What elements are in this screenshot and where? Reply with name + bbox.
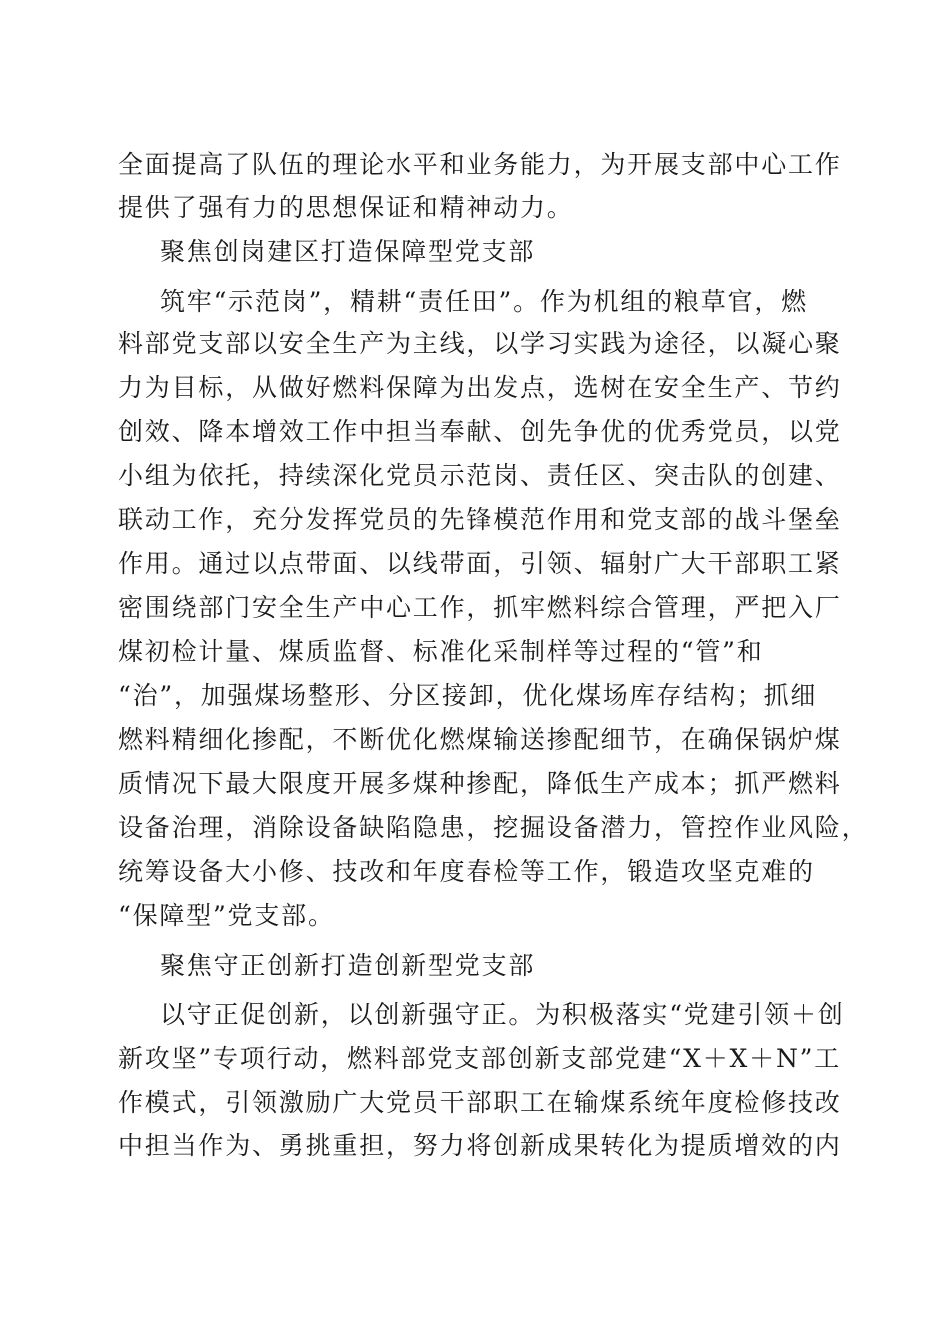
body-text-line: 统筹设备大小修、技改和年度春检等工作，锻造攻坚克难的	[118, 857, 815, 886]
body-text-line: 新攻坚”专项行动，燃料部党支部创新支部党建“X＋X＋N”工	[118, 1044, 842, 1073]
body-text-line: 燃料精细化掺配，不断优化燃煤输送掺配细节，在确保锅炉煤	[118, 725, 842, 754]
body-text-line: “保障型”党支部。	[118, 901, 335, 930]
body-text-line: 小组为依托，持续深化党员示范岗、责任区、突击队的创建、	[118, 461, 842, 490]
body-text-line: 创效、降本增效工作中担当奉献、创先争优的优秀党员，以党	[118, 417, 842, 446]
body-text-line: 密围绕部门安全生产中心工作，抓牢燃料综合管理，严把入厂	[118, 593, 842, 622]
body-text-line: 中担当作为、勇挑重担，努力将创新成果转化为提质增效的内	[118, 1131, 842, 1160]
body-text-line: 设备治理，消除设备缺陷隐患，挖掘设备潜力，管控作业风险，	[118, 813, 869, 842]
body-text-line: 质情况下最大限度开展多煤种掺配，降低生产成本；抓严燃料	[118, 769, 842, 798]
body-text-line: 煤初检计量、煤质监督、标准化采制样等过程的“管”和	[118, 637, 764, 666]
body-text-line: 全面提高了队伍的理论水平和业务能力，为开展支部中心工作	[118, 150, 842, 179]
body-text-line: 联动工作，充分发挥党员的先锋模范作用和党支部的战斗堡垒	[118, 505, 842, 534]
body-text-line: 作模式，引领激励广大党员干部职工在输煤系统年度检修技改	[118, 1088, 842, 1117]
body-text-line: 力为目标，从做好燃料保障为出发点，选树在安全生产、节约	[118, 373, 842, 402]
section-heading: 聚焦创岗建区打造保障型党支部	[160, 237, 536, 266]
body-text-line: 提供了强有力的思想保证和精神动力。	[118, 193, 574, 222]
body-text-line: “治”，加强煤场整形、分区接卸，优化煤场库存结构；抓细	[118, 681, 818, 710]
body-text-line: 作用。通过以点带面、以线带面，引领、辐射广大干部职工紧	[118, 549, 842, 578]
section-heading: 聚焦守正创新打造创新型党支部	[160, 951, 536, 980]
body-text-line: 料部党支部以安全生产为主线，以学习实践为途径，以凝心聚	[118, 329, 842, 358]
body-text-line: 筑牢“示范岗”，精耕“责任田”。作为机组的粮草官，燃	[160, 287, 808, 316]
body-text-line: 以守正促创新，以创新强守正。为积极落实“党建引领＋创	[160, 1000, 845, 1029]
